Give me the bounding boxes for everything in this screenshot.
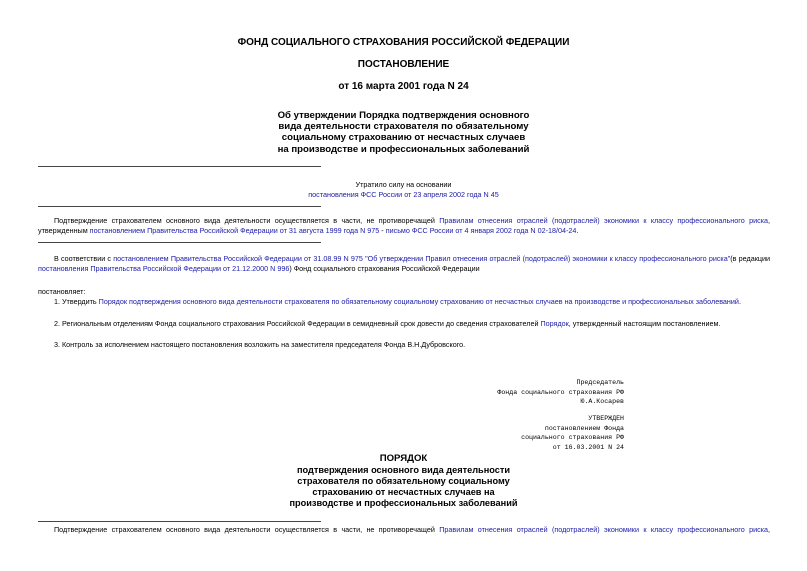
organization-title: ФОНД СОЦИАЛЬНОГО СТРАХОВАНИЯ РОССИЙСКОЙ ФЕДЕРАЦИИ <box>237 37 570 48</box>
signature-org: Фонда социального страхования РФ <box>497 388 624 396</box>
item-link-order[interactable]: Порядок подтверждения основного вида деятельности страхователя по обязательному социальному страхованию от несчастных случаев на производстве и профессиональных заболеваний <box>98 297 739 306</box>
preamble-link-decree[interactable]: постановлением Правительства Российской Федерации от 31.08.99 N 975 "Об утверждении Правил отнесения отраслей (подотраслей) экономики к классу профессионального риска" <box>113 254 731 263</box>
title-line: социальному страхованию от несчастных случаев <box>281 132 526 144</box>
order-subtitle-line: производстве и профессиональных заболеваний <box>289 498 518 508</box>
editorial-note <box>38 216 770 236</box>
approval-line: УТВЕРЖДЕН <box>588 415 624 422</box>
signature-name: Ю.А.Косарев <box>580 398 624 405</box>
repeal-notice <box>250 180 557 200</box>
signature-block <box>424 378 624 407</box>
preamble-text: ) Фонд социального страхования Российской Федерации <box>289 264 480 273</box>
repeal-link[interactable]: постановления ФСС России от 23 апреля 2002 года N 45 <box>308 190 499 199</box>
order-subtitle-line: страхователя по обязательному социальному <box>297 476 510 486</box>
divider <box>38 166 321 167</box>
note-text: , утвержденным <box>38 216 771 235</box>
date-number: от 16 марта 2001 года N 24 <box>338 81 469 92</box>
title-line: вида деятельности страхователя по обязательному <box>278 121 529 133</box>
repeal-text: Утратило силу на основании <box>355 180 452 189</box>
order-note-text: Подтверждение страхователем основного вида деятельности осуществляется в части, не противоречащей <box>54 525 440 534</box>
decree-item-2 <box>54 319 774 329</box>
approval-block <box>424 414 624 452</box>
document-title <box>0 110 807 155</box>
decree-item-3: 3. Контроль за исполнением настоящего постановления возложить на заместителя председателя Фонда В.Н.Дубровского. <box>54 340 466 349</box>
document-type: ПОСТАНОВЛЕНИЕ <box>357 59 450 70</box>
approval-line: постановлением Фонда <box>544 424 624 432</box>
divider <box>38 206 321 207</box>
note-text: Подтверждение страхователем основного вида деятельности осуществляется в части, не противоречащей <box>54 216 440 225</box>
title-line: на производстве и профессиональных заболеваний <box>277 143 530 155</box>
preamble <box>38 254 770 274</box>
decree-word: постановляет: <box>38 287 86 296</box>
item-link-order-short[interactable]: Порядок <box>540 319 569 328</box>
note-text: - <box>379 226 386 235</box>
order-subtitle-line: подтверждения основного вида деятельности <box>297 465 510 475</box>
note-text: . <box>576 226 579 235</box>
item-text: . <box>738 297 741 306</box>
order-note-link-rules[interactable]: Правилам отнесения отраслей (подотраслей) экономики к классу профессионального риска <box>439 525 769 534</box>
approval-line: от 16.03.2001 N 24 <box>552 443 624 451</box>
item-text: 1. Утвердить <box>54 297 99 306</box>
order-note <box>38 525 770 535</box>
order-note-text: , <box>768 525 770 534</box>
item-text: 2. Региональным отделениям Фонда социального страхования Российской Федерации в семидневный срок довести до сведения страхователей <box>54 319 541 328</box>
preamble-text: (в редакции <box>730 254 770 263</box>
order-subtitle-line: страхованию от несчастных случаев на <box>312 487 495 497</box>
divider <box>38 521 321 522</box>
preamble-text: В соответствии с <box>54 254 114 263</box>
decree-item-1 <box>54 297 774 307</box>
divider <box>38 242 321 243</box>
preamble-link-edition[interactable]: постановления Правительства Российской Федерации от 21.12.2000 N 996 <box>38 264 290 273</box>
note-link-rules[interactable]: Правилам отнесения отраслей (подотраслей) экономики к классу профессионального риска <box>439 216 769 225</box>
note-link-decree[interactable]: постановлением Правительства Российской Федерации от 31 августа 1999 года N 975 <box>89 226 380 235</box>
order-subtitle <box>0 465 807 509</box>
title-line: Об утверждении Порядка подтверждения основного <box>277 110 530 121</box>
approval-line: социального страхования РФ <box>521 434 624 441</box>
signature-role: Председатель <box>576 379 624 386</box>
order-title: ПОРЯДОК <box>379 453 428 464</box>
item-text: , утвержденный настоящим постановлением. <box>568 319 721 328</box>
note-link-letter[interactable]: письмо ФСС России от 4 января 2002 года N 02-18/04-24 <box>385 226 577 235</box>
